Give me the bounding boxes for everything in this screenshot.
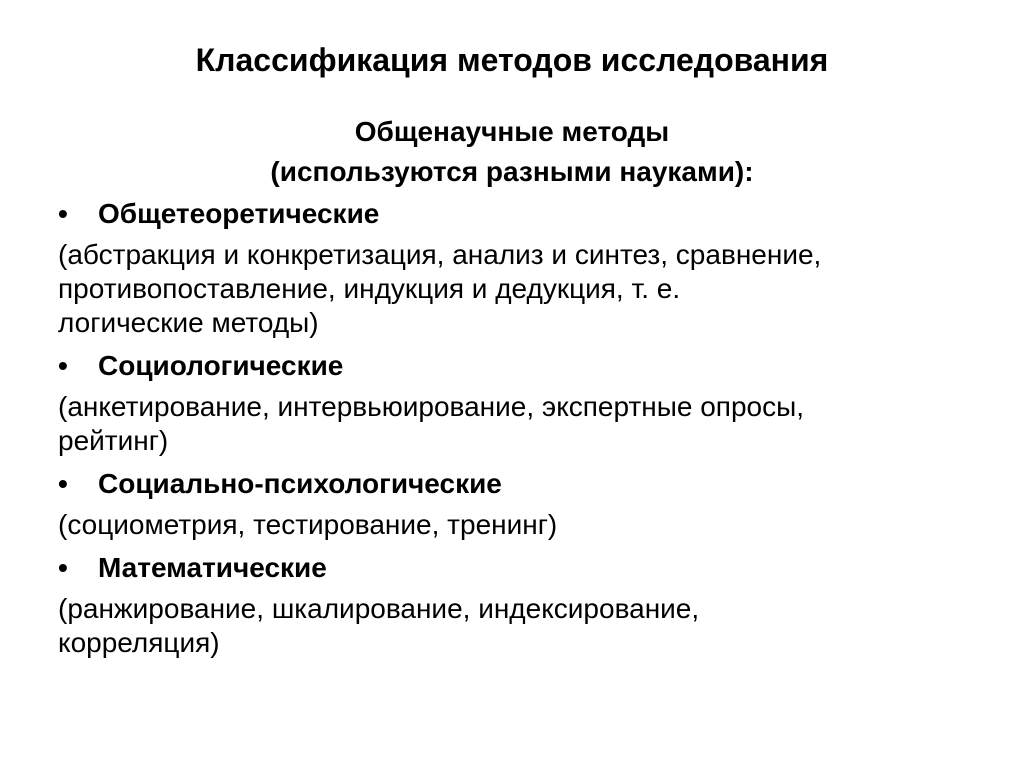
slide-subtitle bbox=[0, 112, 1024, 192]
subtitle-line-1: Общенаучные методы bbox=[354, 116, 670, 147]
slide-title: Классификация методов исследования bbox=[195, 42, 829, 78]
bullet-icon: • bbox=[58, 198, 68, 229]
category-description bbox=[58, 390, 988, 458]
category-name: Общетеоретические bbox=[98, 198, 380, 229]
subtitle-line-2: (используются разными науками): bbox=[270, 156, 754, 187]
bullet-icon: • bbox=[58, 552, 68, 583]
description-line: логические методы) bbox=[58, 307, 319, 338]
method-group-general-theoretical bbox=[58, 196, 988, 340]
description-line: (абстракция и конкретизация, анализ и синтез, сравнение, bbox=[58, 239, 822, 270]
category-description bbox=[58, 508, 988, 542]
method-category bbox=[58, 348, 988, 384]
bullet-icon: • bbox=[58, 468, 68, 499]
category-description bbox=[58, 592, 988, 660]
description-line: (ранжирование, шкалирование, индексирование, bbox=[58, 593, 700, 624]
description-line: корреляция) bbox=[58, 627, 220, 658]
description-line: противопоставление, индукция и дедукция, т. е. bbox=[58, 273, 681, 304]
category-description bbox=[58, 238, 988, 340]
description-line: (анкетирование, интервьюирование, экспертные опросы, bbox=[58, 391, 805, 422]
description-line: рейтинг) bbox=[58, 425, 169, 456]
method-group-sociological bbox=[58, 348, 988, 458]
method-category bbox=[58, 550, 988, 586]
category-name: Социологические bbox=[98, 350, 344, 381]
method-category bbox=[58, 196, 988, 232]
bullet-icon: • bbox=[58, 350, 68, 381]
methods-list bbox=[58, 196, 988, 668]
category-name: Социально-психологические bbox=[98, 468, 502, 499]
method-group-socio-psychological bbox=[58, 466, 988, 542]
method-category bbox=[58, 466, 988, 502]
category-name: Математические bbox=[98, 552, 327, 583]
description-line: (социометрия, тестирование, тренинг) bbox=[58, 509, 558, 540]
method-group-mathematical bbox=[58, 550, 988, 660]
